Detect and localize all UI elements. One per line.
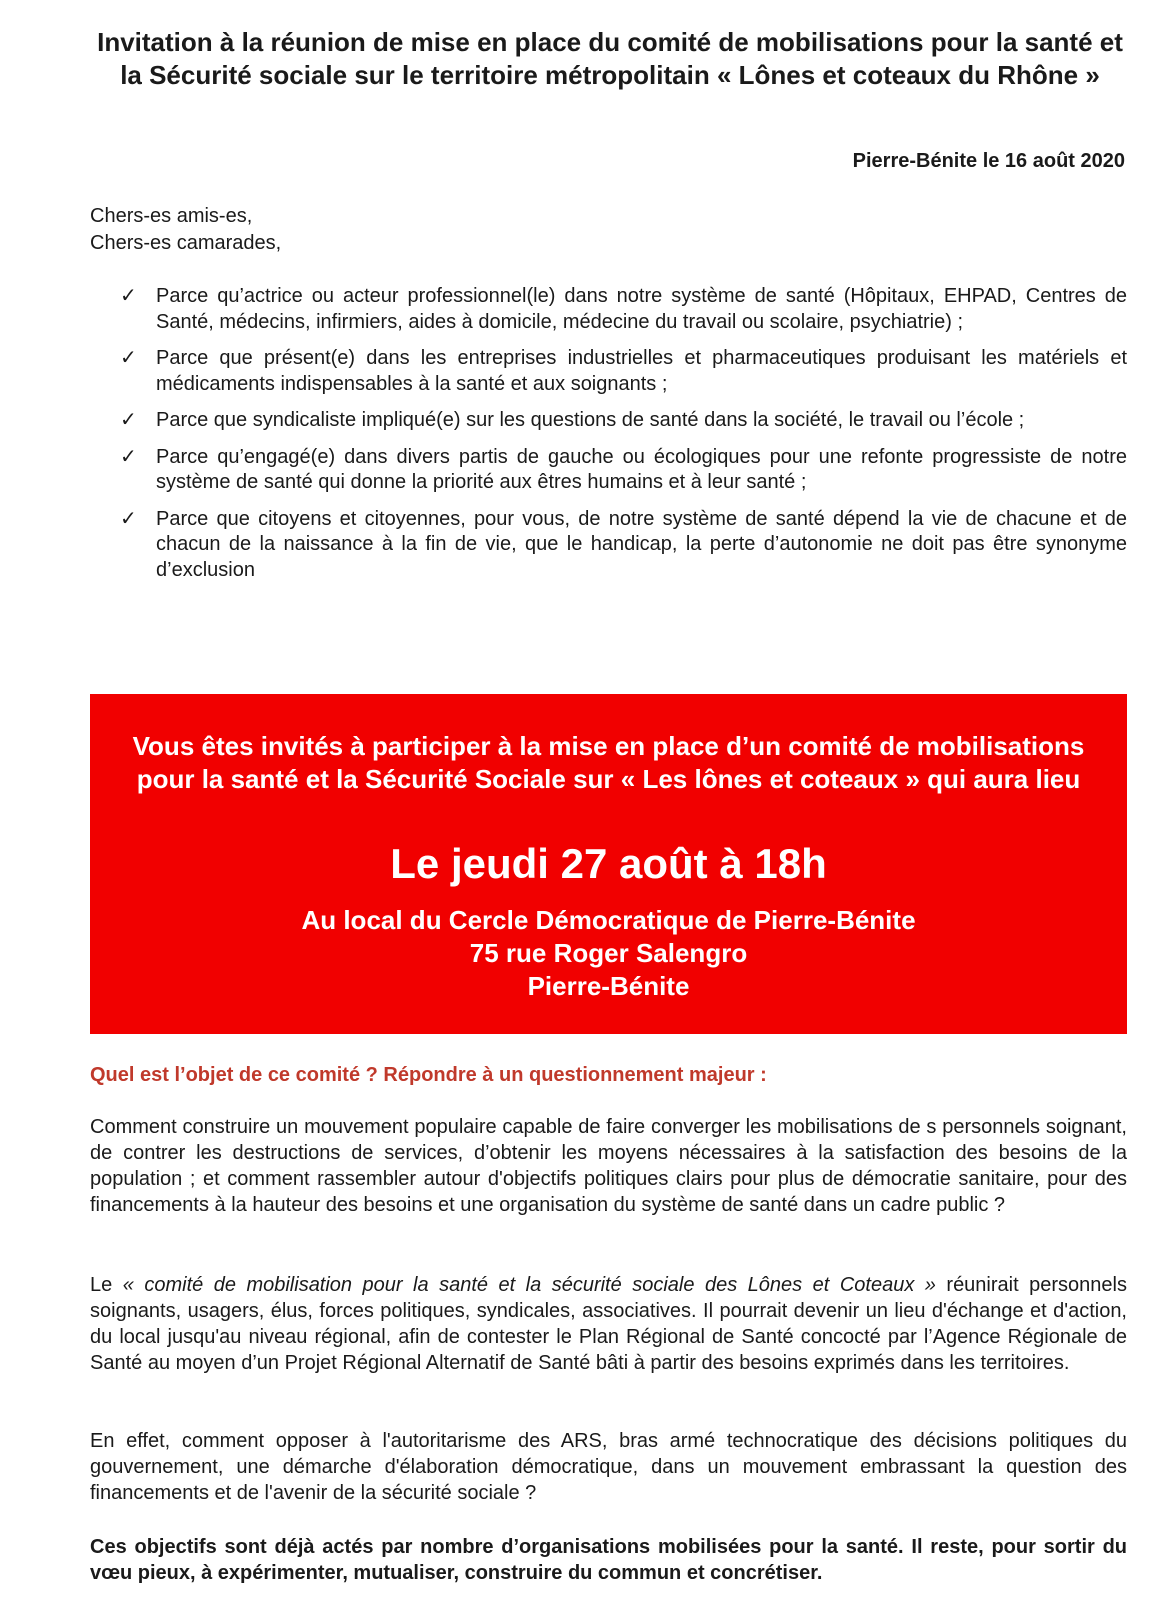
list-item bbox=[90, 445, 1127, 496]
list-item bbox=[90, 346, 1127, 397]
check-mark-icon: ✓ bbox=[120, 409, 137, 431]
meeting-location bbox=[90, 904, 1127, 1003]
greeting bbox=[90, 203, 281, 257]
document-title: Invitation à la réunion de mise en place du comité de mobilisations pour la santé et la Sécurité sociale sur le territoire métropolitain « Lônes et coteaux du Rhône » bbox=[97, 27, 1123, 90]
place-and-date: Pierre-Bénite le 16 août 2020 bbox=[852, 150, 1125, 172]
paragraph-2-end: réunirait personnels soignants, usagers, élus, forces politiques, syndicales, associatives. Il pourrait devenir un lieu d'échange et d'action, du local jusqu'au niveau régional, afin de contester le Plan Régional de Santé concocté par l’Agence Régionale de Santé au moyen d’un Projet Régional Alternatif de Santé bâti à partir des besoins exprimés dans les territoires. bbox=[90, 1274, 1127, 1374]
paragraph-2 bbox=[90, 1272, 1127, 1376]
check-mark-icon: ✓ bbox=[120, 347, 137, 369]
paragraph-3: En effet, comment opposer à l'autoritarisme des ARS, bras armé technocratique des décisions politiques du gouvernement, une démarche d'élaboration démocratique, dans un mouvement embrassant la question des financements et de l'avenir de la sécurité sociale ? bbox=[90, 1430, 1127, 1504]
location-line-3: Pierre-Bénite bbox=[527, 971, 690, 1001]
check-mark-icon: ✓ bbox=[120, 285, 137, 307]
list-item bbox=[90, 507, 1127, 584]
check-mark-icon: ✓ bbox=[120, 507, 137, 530]
banner-intro: Vous êtes invités à participer à la mise en place d’un comité de mobilisations pour la santé et la Sécurité Sociale sur « Les lônes et coteaux » qui aura lieu bbox=[132, 731, 1085, 794]
reason-text: Parce que présent(e) dans les entreprises industrielles et pharmaceutiques produisant les matériels et médicaments indispensables à la santé et aux soignants ; bbox=[156, 347, 1127, 395]
greeting-line-2: Chers-es camarades, bbox=[90, 232, 282, 254]
reason-text: Parce qu’actrice ou acteur professionnel(le) dans notre système de santé (Hôpitaux, EHPAD, Centres de Santé, médecins, infirmiers, aides à domicile, médecine du travail ou scolaire, psychiatrie) ; bbox=[156, 285, 1127, 333]
check-mark-icon: ✓ bbox=[120, 445, 137, 468]
paragraph-4: Ces objectifs sont déjà actés par nombre d’organisations mobilisées pour la santé. Il reste, pour sortir du vœu pieux, à expérimenter, mutualiser, construire du commun et concrétiser. bbox=[90, 1536, 1127, 1584]
list-item bbox=[90, 284, 1127, 335]
committee-name: « comité de mobilisation pour la santé et la sécurité sociale des Lônes et Coteaux » bbox=[122, 1274, 936, 1296]
list-item bbox=[90, 408, 1127, 434]
section-question: Quel est l’objet de ce comité ? Répondre à un questionnement majeur : bbox=[90, 1064, 767, 1086]
location-line-1: Au local du Cercle Démocratique de Pierre-Bénite bbox=[301, 905, 916, 935]
invitation-banner bbox=[90, 694, 1127, 1034]
reason-text: Parce que syndicaliste impliqué(e) sur les questions de santé dans la société, le travail ou l’école ; bbox=[156, 409, 1025, 431]
reason-text: Parce que citoyens et citoyennes, pour vous, de notre système de santé dépend la vie de chacune et de chacun de la naissance à la fin de vie, que le handicap, la perte d’autonomie ne doit pas être synonyme d’exclusion bbox=[156, 507, 1127, 581]
meeting-date-time: Le jeudi 27 août à 18h bbox=[390, 840, 827, 887]
reason-text: Parce qu’engagé(e) dans divers partis de gauche ou écologiques pour une refonte progressiste de notre système de santé qui donne la priorité aux êtres humains et à leur santé ; bbox=[156, 445, 1127, 493]
greeting-line-1: Chers-es amis-es, bbox=[90, 205, 253, 227]
paragraph-1: Comment construire un mouvement populaire capable de faire converger les mobilisations de s personnels soignant, de contrer les destructions de services, d’obtenir les moyens nécessaires à la satisfaction des besoins de la population ; et comment rassembler autour d'objectifs politiques clairs pour plus de démocratie sanitaire, pour des financements à la hauteur des besoins et une organisation du système de santé dans un cadre public ? bbox=[90, 1116, 1127, 1216]
location-line-2: 75 rue Roger Salengro bbox=[469, 938, 748, 968]
reasons-list bbox=[90, 284, 1127, 594]
paragraph-2-start: Le bbox=[90, 1274, 123, 1296]
